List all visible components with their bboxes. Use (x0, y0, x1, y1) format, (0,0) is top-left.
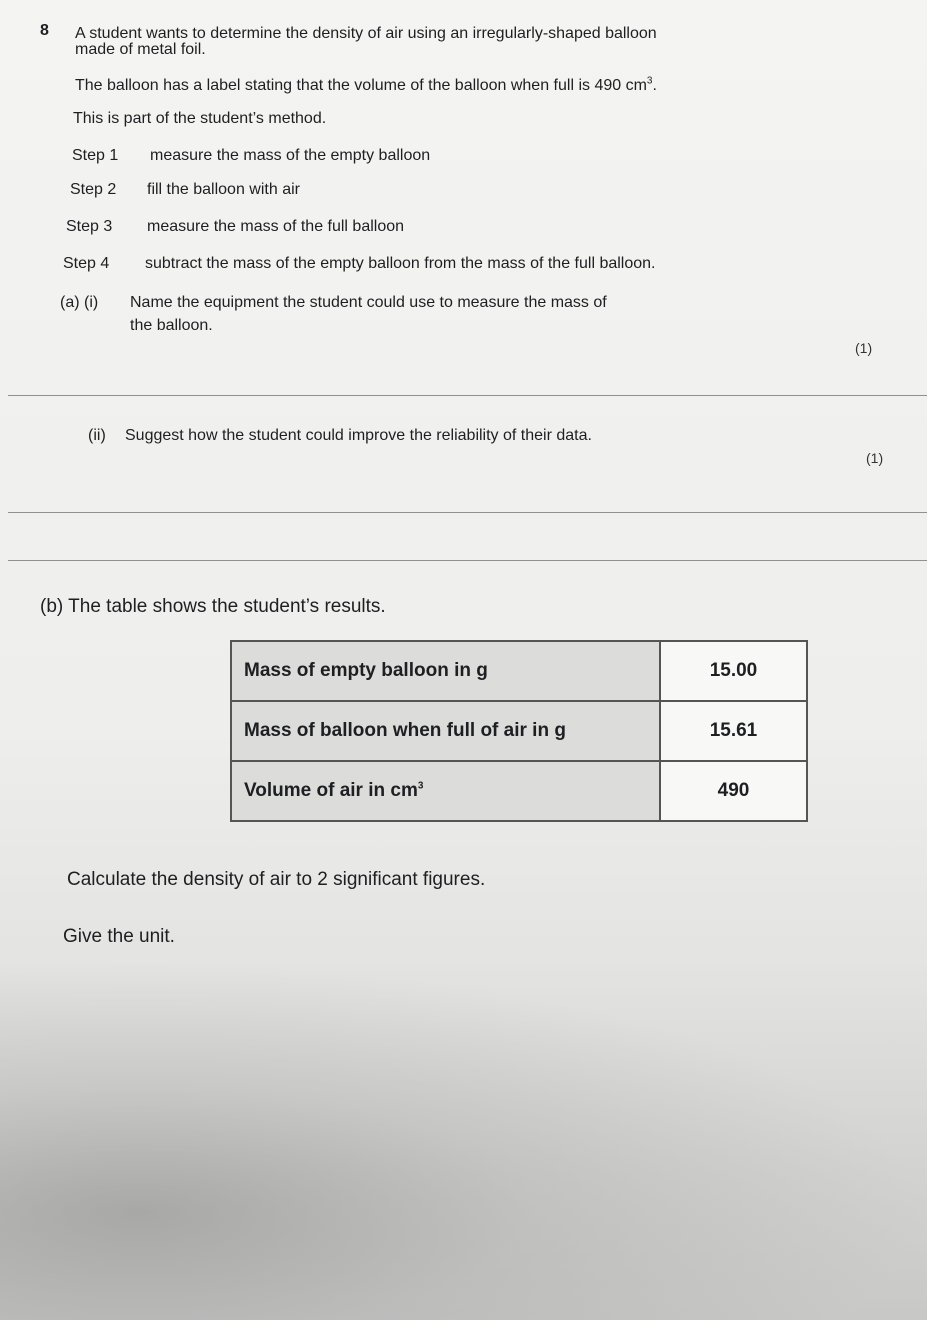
row-value-full-mass: 15.61 (660, 701, 807, 761)
row-label-full-mass: Mass of balloon when full of air in g (231, 701, 660, 761)
question-number: 8 (40, 22, 49, 39)
answer-line-a-i (8, 395, 927, 396)
step-1-text: measure the mass of the empty balloon (150, 147, 431, 164)
step-2-label: Step 2 (70, 181, 117, 198)
step-3-label: Step 3 (66, 218, 113, 235)
step-1-label: Step 1 (72, 147, 119, 164)
part-a-i-line-1: Name the equipment the student could use to measure the mass of (130, 294, 607, 311)
intro-line-2: made of metal foil. (75, 41, 206, 58)
row-value-empty-mass: 15.00 (660, 641, 807, 701)
step-4-text: subtract the mass of the empty balloon from the mass of the full balloon. (145, 255, 656, 272)
part-a-i-line-2: the balloon. (130, 317, 213, 334)
table-row (231, 761, 807, 821)
table-row (231, 641, 807, 701)
part-a-ii-text: Suggest how the student could improve the reliability of their data. (125, 427, 592, 444)
step-3-text: measure the mass of the full balloon (147, 218, 405, 235)
answer-line-a-ii-2 (8, 560, 927, 561)
row-value-volume: 490 (660, 761, 807, 821)
step-4-label: Step 4 (63, 255, 110, 272)
unit-instruction: Give the unit. (63, 926, 175, 947)
row-label-empty-mass: Mass of empty balloon in g (231, 641, 660, 701)
part-a-ii-marks: (1) (866, 450, 884, 466)
part-a-i-marks: (1) (855, 340, 873, 356)
calc-instruction: Calculate the density of air to 2 significant figures. (67, 869, 486, 890)
results-table (230, 640, 808, 822)
part-b-intro: (b) The table shows the student’s results. (40, 596, 386, 617)
step-2-text: fill the balloon with air (147, 181, 300, 198)
method-intro: This is part of the student’s method. (73, 110, 327, 127)
part-a-ii-label: (ii) (88, 427, 106, 444)
part-a-i-label: (a) (i) (60, 294, 99, 311)
answer-line-a-ii-1 (8, 512, 927, 513)
label-statement: The balloon has a label stating that the volume of the balloon when full is 490 $cm^3$. (75, 75, 657, 94)
row-label-volume: Volume of air in $cm^3$ (231, 761, 660, 821)
intro-line-1: A student wants to determine the density of air using an irregularly-shaped balloon (75, 25, 657, 42)
table-row (231, 701, 807, 761)
photo-shadow (0, 960, 927, 1320)
